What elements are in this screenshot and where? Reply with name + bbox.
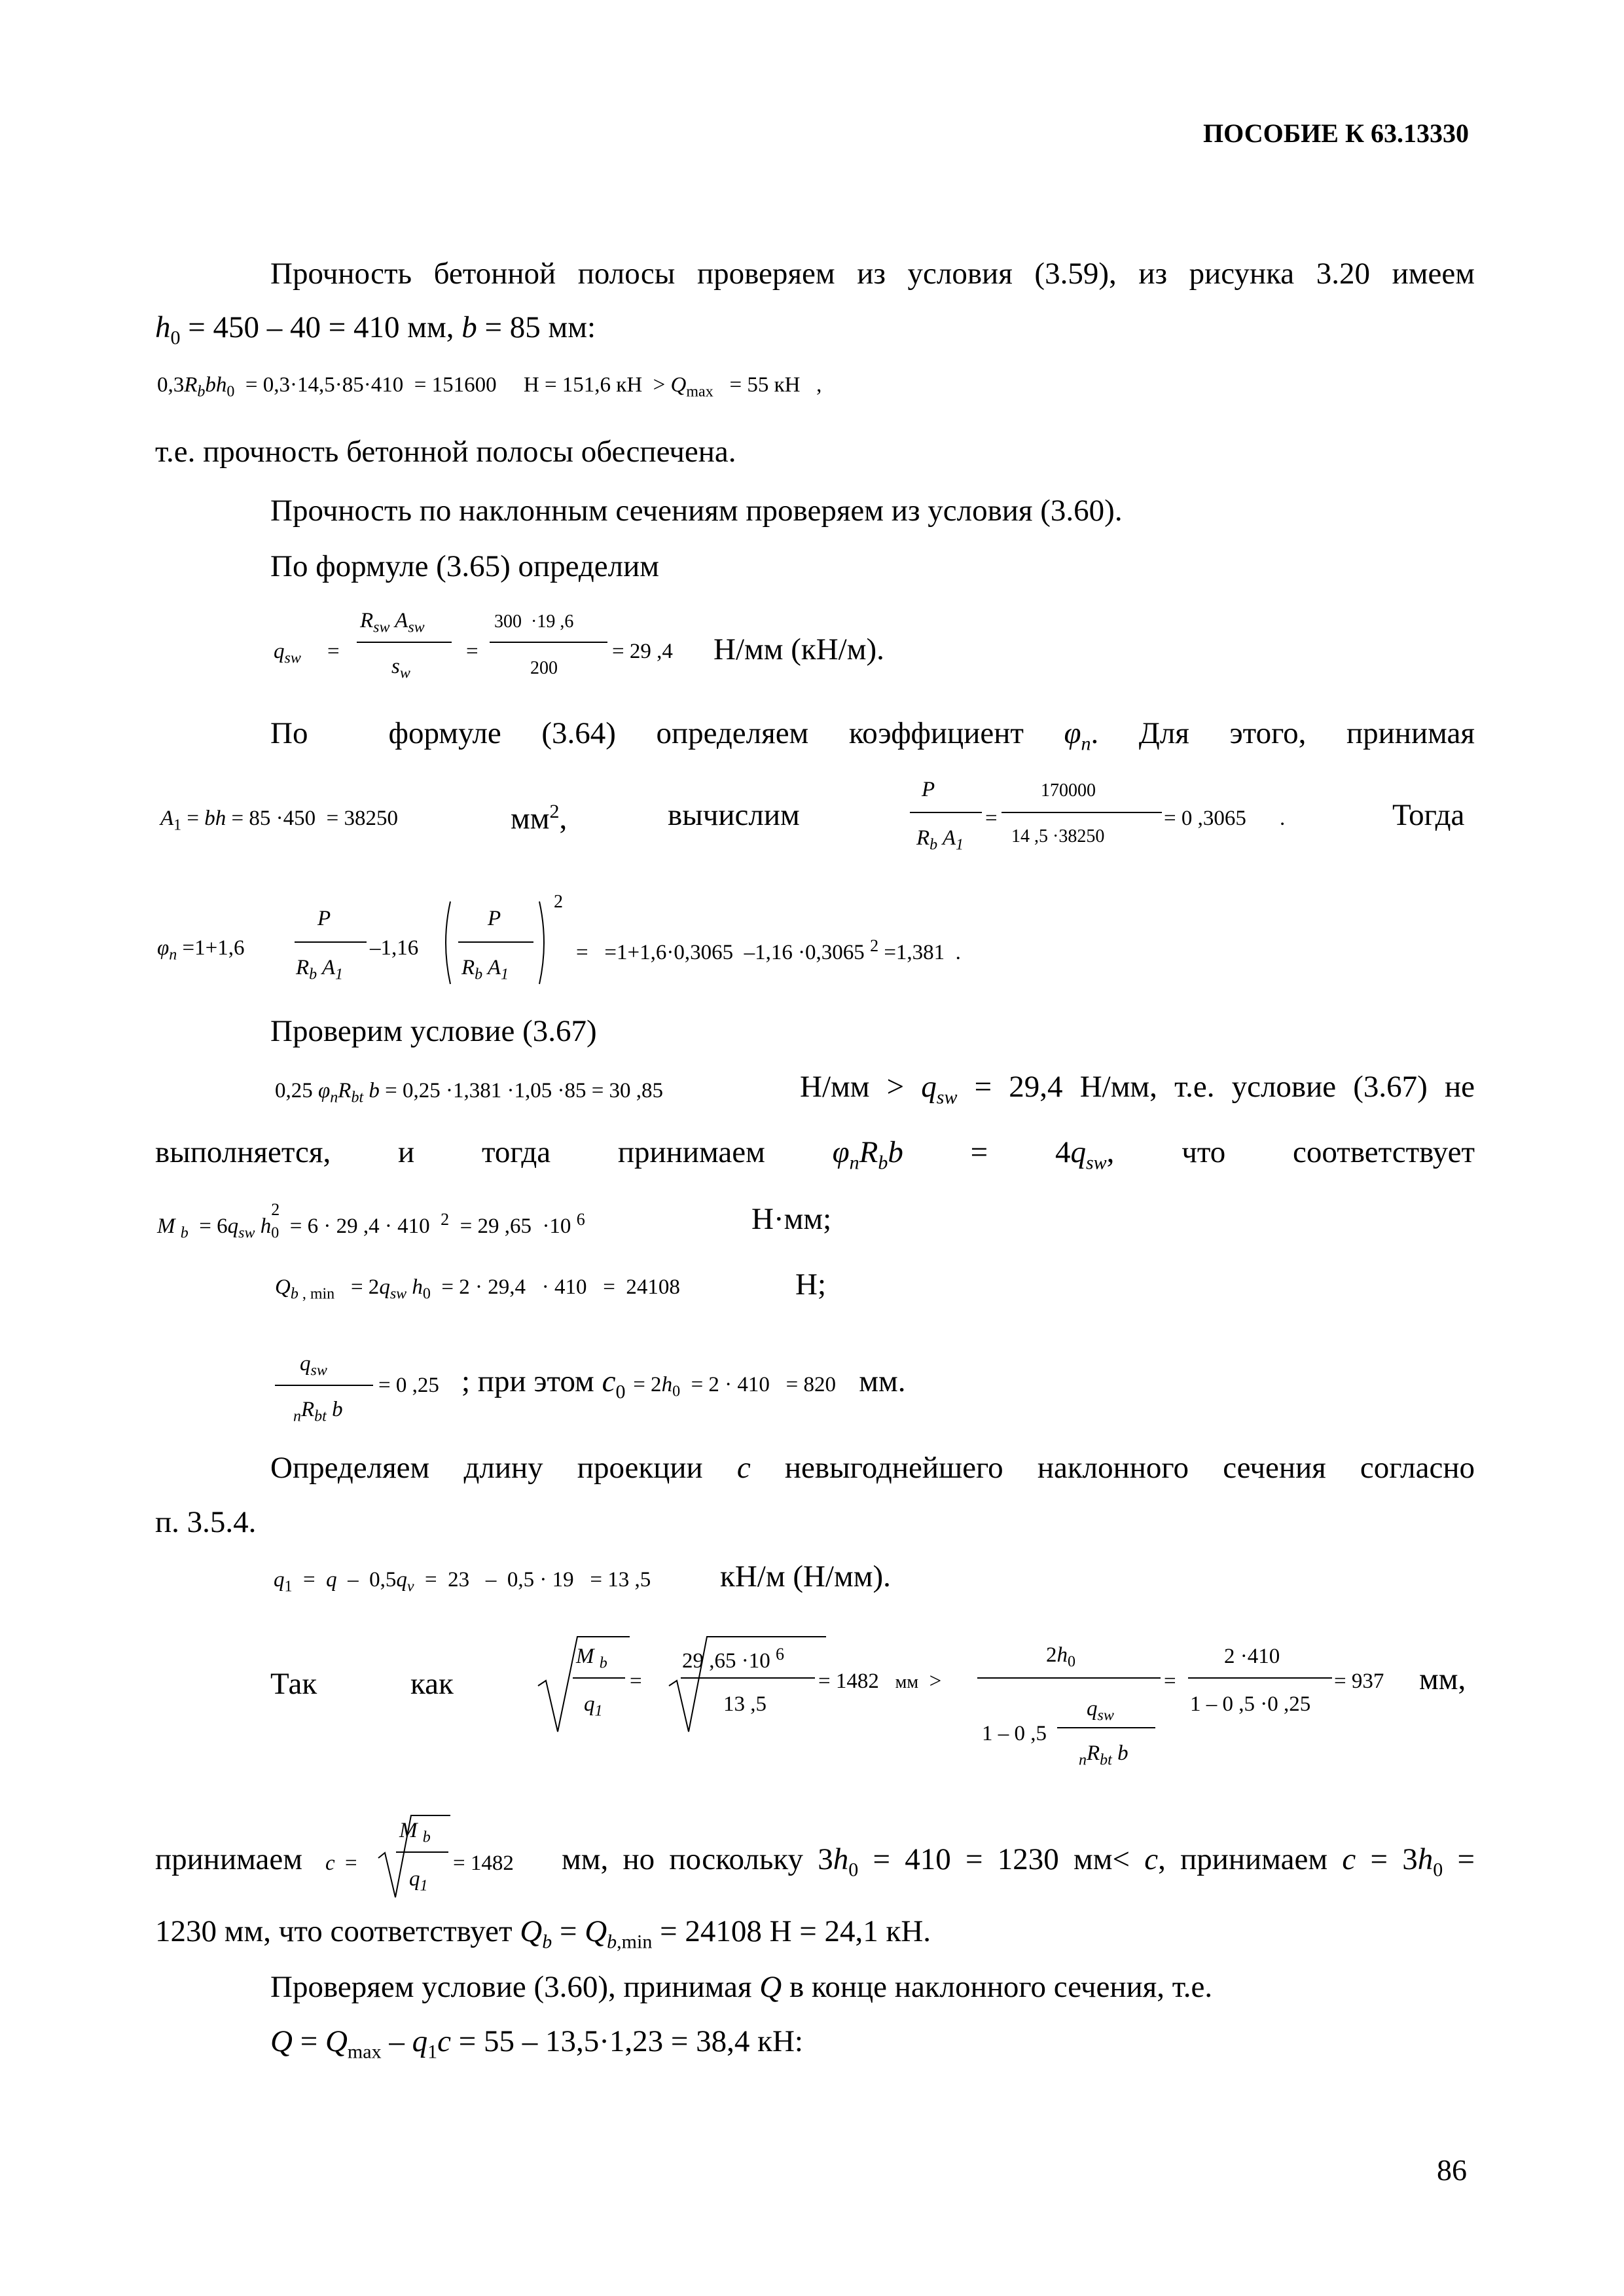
fraction-bar: [1057, 1727, 1155, 1728]
paragraph-line: Определяем длину проекции c невыгоднейшего наклонного сечения согласно: [270, 1451, 1475, 1485]
paragraph-line: По формуле (3.65) определим: [270, 549, 659, 583]
fraction-bar: [295, 941, 367, 943]
fraction-bar: [910, 812, 982, 813]
formula-qsw-lhs: $q_{sw}$: [274, 640, 301, 667]
formula-q1: $q_1 = q - 0,5q_v = 23 - 0,5 \cdot 19 = 13$ ,5: [274, 1568, 651, 1595]
formula-sqrt1: M $_b$: [576, 1645, 607, 1672]
formula-c: c: [325, 1851, 335, 1875]
fraction-bar: [573, 1677, 625, 1679]
fraction-bar: [490, 642, 607, 643]
header-title: ПОСОБИЕ К 63.13330: [1203, 118, 1469, 148]
units: Н/мм (кН/м).: [713, 632, 884, 666]
paragraph-line: Проверим условие (3.67): [270, 1014, 597, 1048]
paragraph-line: 1230 мм, что соответствует $Q_b = Q_{b,min} = 24108$ Н = 24,1 кН.: [155, 1914, 931, 1953]
fraction-bar: [357, 642, 452, 643]
paragraph-line: По формуле (3.64) определяем коэффициент $\varphi_n$. Для этого, принимая: [270, 716, 1475, 755]
paragraph-line: т.е. прочность бетонной полосы обеспечена.: [155, 435, 736, 469]
fraction-bar: [275, 1385, 373, 1386]
paragraph-line: $Q = Q_{max} - q_1c = 55 - 13,5\cdot 1,23 = 38,4$ кН:: [270, 2024, 803, 2063]
units: кН/м (Н/мм).: [720, 1559, 891, 1594]
fraction-bar: [681, 1677, 815, 1679]
paragraph-line: п. 3.5.4.: [155, 1505, 257, 1539]
formula-concrete-strip: $0,3R_bbh_0 = 0,3\cdot 14,5\cdot 85\cdot 410 = 151600$ Н = 151,6 кН > $Q_{max} = 55$ кН ,: [157, 373, 822, 401]
units: $мм^2$,: [511, 801, 568, 836]
units: Н;: [795, 1267, 826, 1302]
paragraph-line: ; при этом $c_0 = 2h_0 = 2 \cdot 410 = 820$ мм.: [461, 1364, 906, 1403]
formula-phi: $\varphi_n =1+1,6$: [157, 936, 245, 964]
formula-ratio2: $q_{sw}$: [300, 1352, 327, 1379]
paragraph-line: выполняется, и тогда принимаем $\varphi_nR_bb = 4q_{sw}$, что соответствует: [155, 1135, 1475, 1174]
left-paren: [440, 900, 453, 985]
fraction-bar: [458, 941, 533, 943]
paragraph-line: мм, но поскольку $3h_0 = 410 = 1230$ мм< c, принимаем $c = 3h_0$ =: [562, 1842, 1475, 1881]
formula-mb: M $_b = 6q_{sw}$ h 2 $_0$ = 6 · 29 ,4 · 410 $^2$ = 29 ,65 ·10 $^6$: [157, 1200, 585, 1242]
paragraph-line: Прочность по наклонным сечениям проверяем из условия (3.60).: [270, 494, 1123, 528]
document-page: ПОСОБИЕ К 63.13330 Прочность бетонной полосы проверяем из условия (3.59), из рисунка 3.20 имеем $h_0 = 450 - 40 = 410$ мм, b = 85 мм: $0,3R_bbh_0 = 0,3\cdot 14,5\cdot 85\cdot 410 = 151600$ Н = 151,6 кН > $Q_{max} = 55$ кН , т.е. прочность бетонной полосы обеспечена. Прочность по наклонным сечениям проверяем из условия (3.60). По формуле (3.65) определим $q_{sw}$ = $R_{sw}$ $A_{sw}$ $s_w$ = 300 ·19 ,6 200 = 29 ,4 Н/мм (кН/м). По формуле (3.64) определяем коэффициент $\varphi_n$. Для этого, принимая $A_1$ = bh = 85 ·450 = 38250 $мм^2$, вычислим P $R_b$ $A_1$ = 170000 14 ,5 ·38250 = 0 ,3065 . Тогда $\varphi_n =1+1,6$ P $R_b$ $A_1$ –1,16 P $R_b$ $A_1$ 2 = =1+1,6·0,3065 –1,16 ·0,3065 $^2$ =1,381 . Проверим условие (3.67) 0,25 $\varphi_nR_{bt}$ b = 0,25 ·1,381 ·1,05 ·85 = 30 ,85 $Н/мм > q_{sw} = 29,4$ Н/мм, т.е. условие (3.67) не выполняется, и тогда принимаем $\varphi_nR_bb = 4q_{sw}$, что соответствует M $_b = 6q_{sw}$ h 2 $_0$ = 6 · 29 ,4 · 410 $^2$ = 29 ,65 ·10 $^6$ Н·мм; $Q_{b , min} = 2q_{sw}$ $h_0 = 2 \cdot 29,4 \cdot 410 = 24108$ Н; $q_{sw}$ $_nR_{bt}$ b = 0 ,25 ; при этом $c_0 = 2h_0 = 2 \cdot 410 = 820$ мм. Определяем длину проекции c невыгоднейшего наклонного сечения согласно п. 3.5.4. $q_1 = q - 0,5q_v = 23 - 0,5 \cdot 19 = 13$ ,5 кН/м (Н/мм). Так как M $_b$ $q_1$ = 29 ,65 ·10 $^6$ 13 ,5 = 1482 мм > $2h_0$ 1 – 0 ,5 $q_{sw}$ $_nR_{bt}$ b = 2 ·410 1 – 0 ,5 ·0 ,25 = 937 мм, принимаем c = M $_b$ $q_1$ = 1482 мм, но поскольку $3h_0 = 410 = 1230$ мм< c, принимаем $c = 3h_0$ = 1230 мм, что соответствует $Q_b = Q_{b,min} = 24108$ Н = 24,1 кН. Проверяем условие (3.60), принимая Q в конце наклонного сечения, т.е. $Q = Q_{max} - q_1c = 55 - 13,5\cdot 1,23 = 38,4$ кН: 86: [155, 118, 1475, 2187]
right-paren: [537, 900, 550, 985]
units: Н·мм;: [751, 1202, 832, 1236]
paragraph-line: $Н/мм > q_{sw} = 29,4$ Н/мм, т.е. условие (3.67) не: [800, 1070, 1475, 1108]
fraction-bar: [1188, 1677, 1332, 1679]
formula-a1: $A_1$ = bh = 85 ·450 = 38250: [160, 807, 399, 834]
formula-qbmin: $Q_{b , min} = 2q_{sw}$ $h_0 = 2 \cdot 29,4 \cdot 410 = 24108$: [275, 1275, 680, 1303]
fraction-bar: [396, 1851, 448, 1853]
formula-cond-367: 0,25 $\varphi_nR_{bt}$ b = 0,25 ·1,381 ·1,05 ·85 = 30 ,85: [275, 1079, 664, 1106]
units: мм,: [1419, 1662, 1466, 1696]
paragraph-line: Прочность бетонной полосы проверяем из условия (3.59), из рисунка 3.20 имеем: [270, 257, 1475, 291]
paragraph-line: $h_0 = 450 - 40 = 410$ мм, b = 85 мм:: [155, 310, 596, 349]
fraction-bar: [1001, 812, 1162, 813]
page-number: 86: [1437, 2153, 1467, 2187]
fraction-bar: [977, 1677, 1161, 1679]
paragraph-line: Проверяем условие (3.60), принимая Q в конце наклонного сечения, т.е.: [270, 1970, 1213, 2004]
